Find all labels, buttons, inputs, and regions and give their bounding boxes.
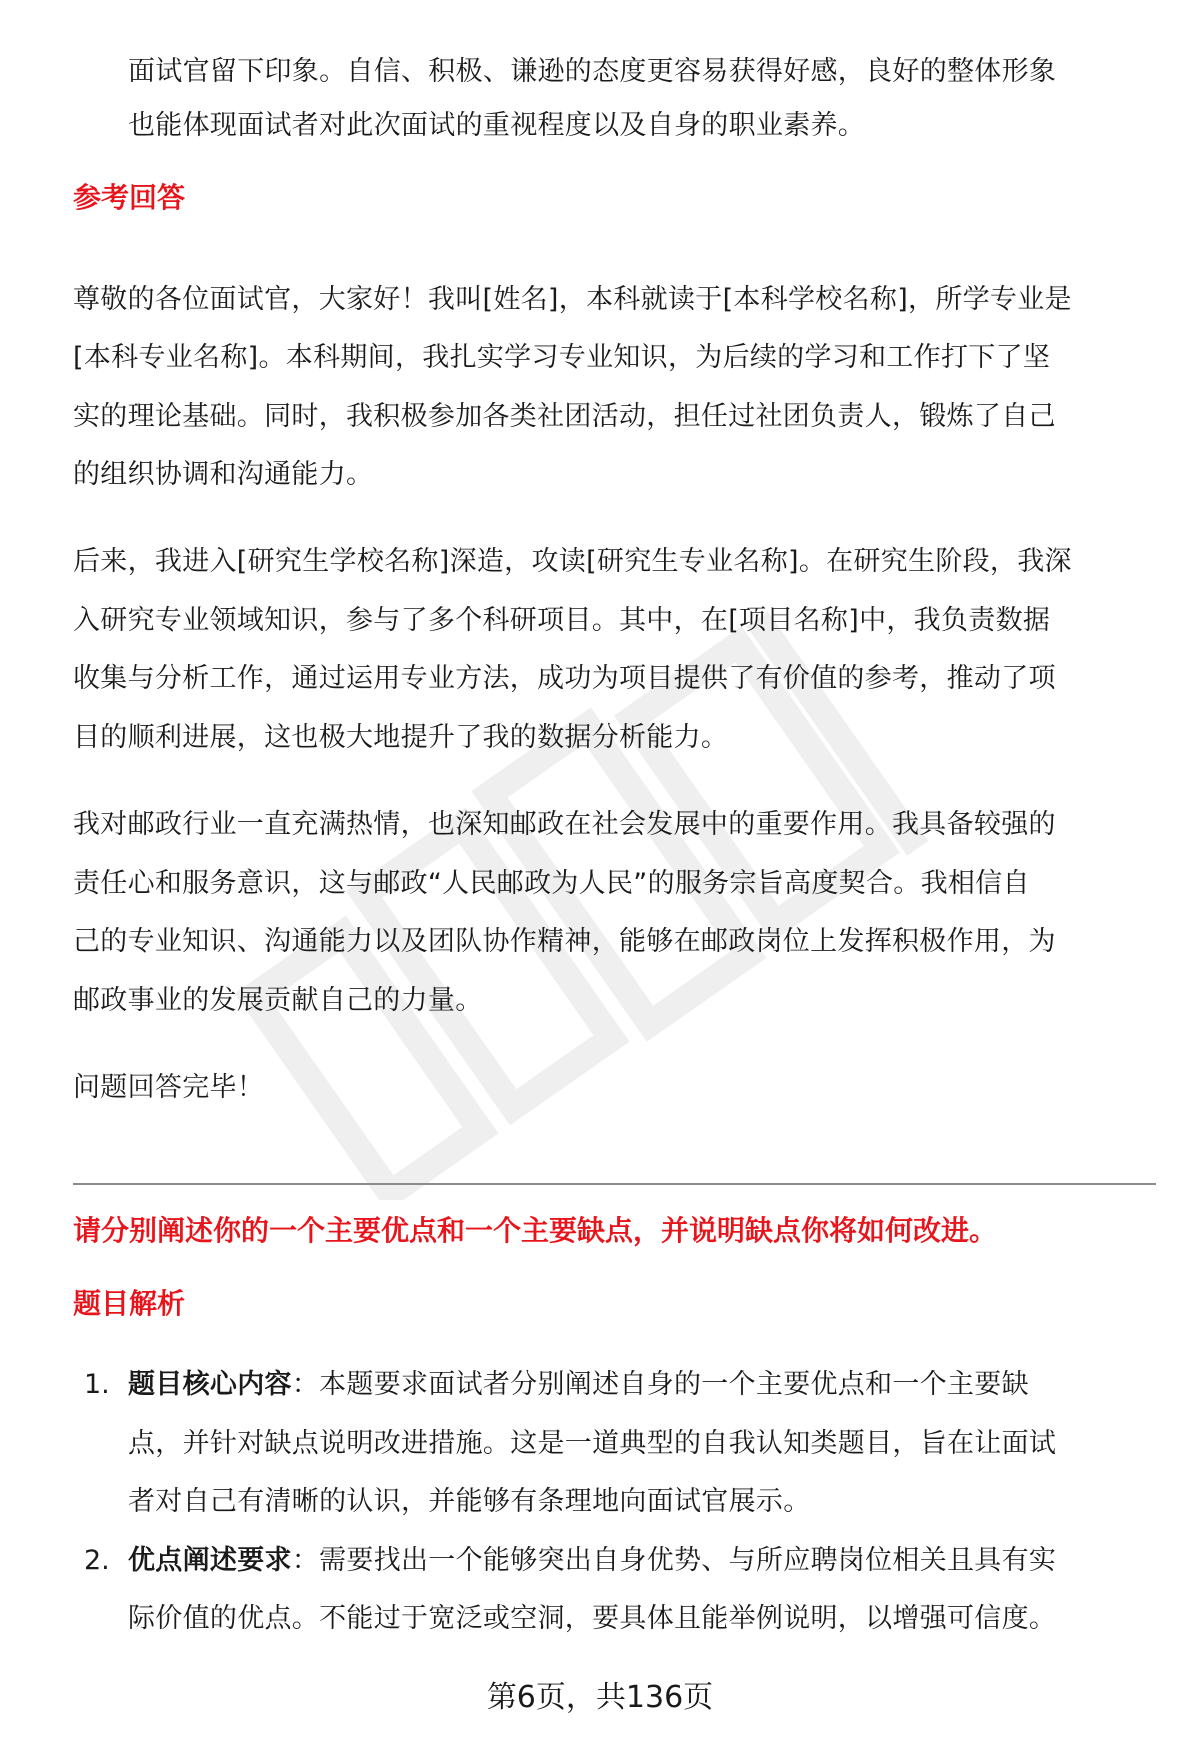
intro-line-2: 也能体现面试者对此次面试的重视程度以及自身的职业素养。 <box>128 110 866 141</box>
reference-p3-line-3: 己的专业知识、沟通能力以及团队协作精神，能够在邮政岗位上发挥积极作用，为 <box>73 926 1056 957</box>
list-item-label: 优点阐述要求 <box>128 1545 292 1576</box>
reference-closing: 问题回答完毕！ <box>73 1072 265 1103</box>
list-item-2-line-2: 际价值的优点。不能过于宽泛或空洞，要具体且能举例说明，以增强可信度。 <box>128 1603 1057 1634</box>
reference-p1-line-2: [本科专业名称]。本科期间，我扎实学习专业知识，为后续的学习和工作打下了坚 <box>73 342 1051 373</box>
reference-p1-line-3: 实的理论基础。同时，我积极参加各类社团活动，担任过社团负责人，锻炼了自己 <box>73 401 1056 432</box>
list-item-1-line-3: 者对自己有清晰的认识，并能够有条理地向面试官展示。 <box>128 1486 811 1517</box>
list-item-1-line-2: 点，并针对缺点说明改进措施。这是一道典型的自我认知类题目，旨在让面试 <box>128 1428 1057 1459</box>
reference-heading: 参考回答 <box>73 181 186 214</box>
list-item-number: 2. <box>84 1545 110 1576</box>
section-divider <box>73 1183 1156 1185</box>
analysis-heading: 题目解析 <box>73 1287 186 1320</box>
reference-p2-line-4: 目的顺利进展，这也极大地提升了我的数据分析能力。 <box>73 722 729 753</box>
reference-p2-line-3: 收集与分析工作，通过运用专业方法，成功为项目提供了有价值的参考，推动了项 <box>73 663 1056 694</box>
list-item-text: ：本题要求面试者分别阐述自身的一个主要优点和一个主要缺 <box>291 1369 1029 1400</box>
intro-line-1: 面试官留下印象。自信、积极、谦逊的态度更容易获得好感，良好的整体形象 <box>128 56 1057 87</box>
reference-p1-line-1: 尊敬的各位面试官，大家好！我叫[姓名]，本科就读于[本科学校名称]，所学专业是 <box>73 284 1072 315</box>
list-item-2-line-1 <box>128 1543 1056 1579</box>
list-item-text: ：需要找出一个能够突出自身优势、与所应聘岗位相关且具有实 <box>291 1545 1057 1576</box>
list-item-label: 题目核心内容 <box>128 1369 292 1400</box>
page-number-footer: 第6页，共136页 <box>486 1680 714 1715</box>
list-item-number: 1. <box>84 1369 110 1400</box>
question-title: 请分别阐述你的一个主要优点和一个主要缺点，并说明缺点你将如何改进。 <box>73 1214 998 1247</box>
reference-p3-line-1: 我对邮政行业一直充满热情，也深知邮政在社会发展中的重要作用。我具备较强的 <box>73 809 1056 840</box>
reference-p2-line-2: 入研究专业领域知识，参与了多个科研项目。其中，在[项目名称]中，我负责数据 <box>73 605 1051 636</box>
reference-p3-line-4: 邮政事业的发展贡献自己的力量。 <box>73 985 483 1016</box>
list-item-1-line-1 <box>128 1367 1029 1403</box>
reference-p1-line-4: 的组织协调和沟通能力。 <box>73 459 374 490</box>
reference-p3-line-2: 责任心和服务意识，这与邮政“人民邮政为人民”的服务宗旨高度契合。我相信自 <box>73 868 1030 899</box>
reference-p2-line-1: 后来，我进入[研究生学校名称]深造，攻读[研究生专业名称]。在研究生阶段，我深 <box>73 546 1072 577</box>
